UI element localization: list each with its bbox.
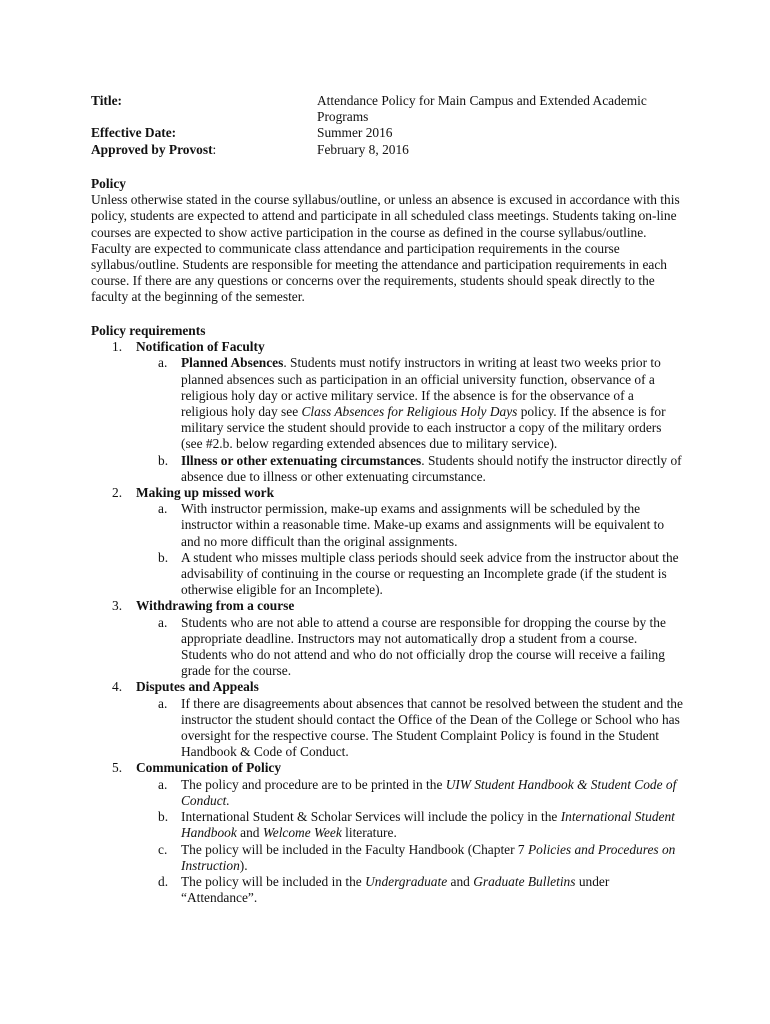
item-letter: d. <box>158 873 169 889</box>
item-text: A student who misses multiple class periods should seek advice from the instructor about the advisability of continuing in the course or requesting an Incomplete grade (if the student is otherwise eligible for an Incomplete). <box>181 549 679 598</box>
item-letter: b. <box>158 549 169 565</box>
item-letter: b. <box>158 452 169 468</box>
title-row <box>91 93 691 125</box>
item-letter: a. <box>158 501 168 517</box>
item-emphasis-2: Welcome Week <box>262 825 342 841</box>
item-emphasis: Class Absences for Religious Holy Days <box>301 404 518 420</box>
item-text-2: and <box>447 873 474 889</box>
item-text: . Students should notify the instructor directly of absence due to illness or other extenuating circumstance. <box>181 452 682 484</box>
section-number: 3. <box>112 598 123 614</box>
list-item <box>136 809 683 841</box>
item-text: The policy will be included in the <box>181 873 366 889</box>
item-lead: Illness or other extenuating circumstances <box>181 452 422 468</box>
list-item <box>136 874 683 906</box>
section-title: Withdrawing from a course <box>136 598 295 614</box>
section-title: Communication of Policy <box>136 760 282 776</box>
section-notification <box>91 339 683 485</box>
policy-body: Unless otherwise stated in the course syllabus/outline, or unless an absence is excused in accordance with this policy, students are expected to attend and participate in all scheduled class meetings. Students taking on-line courses are expected to show active participation in the course as defined in the course syllabus/outline. Faculty are expected to communicate class attendance and participation requirements in the course syllabus/outline. Students are responsible for meeting the attendance and participation requirements in each course. If there are any questions or concerns over the requirements, students should speak directly to the faculty at the beginning of the semester. <box>91 192 680 305</box>
title-value-line2: Programs <box>317 109 369 125</box>
item-emphasis: UIW Student Handbook & Student Code of Conduct. <box>181 776 677 808</box>
item-letter: a. <box>158 776 168 792</box>
item-letter: b. <box>158 809 169 825</box>
item-text-2: and <box>236 825 263 841</box>
policy-section <box>91 176 681 306</box>
approved-row <box>91 142 691 158</box>
section-disputes <box>91 679 683 760</box>
approved-label <box>91 142 317 158</box>
section-items <box>136 501 683 598</box>
section-communication <box>91 760 683 906</box>
section-items <box>136 615 683 680</box>
item-text: If there are disagreements about absences that cannot be resolved between the student and the instructor the student should contact the Office of the Dean of the College or School who has oversight for the respective course. The Student Complaint Policy is found in the Student Handbook & Code of Conduct. <box>181 695 683 760</box>
item-text: Students who are not able to attend a course are responsible for dropping the course by the appropriate deadline. Instructors may not automatically drop a student from a course. Students who do not attend and who do not officially drop the course will receive a failing grade for the course. <box>181 614 666 679</box>
item-lead: Planned Absences <box>181 355 284 371</box>
section-items <box>136 777 683 907</box>
list-item <box>136 777 683 809</box>
item-text: The policy will be included in the Faculty Handbook (Chapter 7 <box>181 841 528 857</box>
title-label: Title: <box>91 93 122 108</box>
section-items <box>136 696 683 761</box>
policy-requirements <box>91 323 683 906</box>
item-emphasis-2: Graduate Bulletins <box>473 873 576 889</box>
list-item <box>136 355 683 452</box>
section-number: 4. <box>112 679 123 695</box>
requirements-heading: Policy requirements <box>91 323 206 338</box>
section-number: 1. <box>112 339 123 355</box>
item-text-2: ). <box>239 857 248 873</box>
effective-date-value: Summer 2016 <box>317 125 393 141</box>
section-withdrawing <box>91 598 683 679</box>
item-text-3: under “Attendance”. <box>181 873 610 906</box>
section-number: 2. <box>112 485 123 501</box>
section-title: Notification of Faculty <box>136 339 265 355</box>
approved-value: February 8, 2016 <box>317 141 409 157</box>
item-text: The policy and procedure are to be printed in the <box>181 776 446 792</box>
policy-heading: Policy <box>91 176 126 191</box>
title-value <box>317 93 677 125</box>
section-number: 5. <box>112 760 123 776</box>
item-text: With instructor permission, make-up exams and assignments will be scheduled by the instructor within a reasonable time. Make-up exams and assignments will be equivalent to and no more difficult than the original assignments. <box>181 501 665 549</box>
item-letter: a. <box>158 355 168 371</box>
item-letter: a. <box>158 695 168 711</box>
item-text: International Student & Scholar Services will include the policy in the <box>181 809 561 825</box>
section-making-up-work <box>91 485 683 598</box>
item-emphasis: Undergraduate <box>365 873 448 889</box>
item-text-3: literature. <box>341 825 397 841</box>
section-items <box>136 355 683 485</box>
item-letter: a. <box>158 614 168 630</box>
list-item <box>136 501 683 550</box>
requirements-list <box>91 339 683 906</box>
item-emphasis: International Student Handbook <box>181 809 675 841</box>
list-item <box>136 696 683 761</box>
section-title: Disputes and Appeals <box>136 679 259 695</box>
item-letter: c. <box>158 841 168 857</box>
item-emphasis: Policies and Procedures on Instruction <box>181 841 676 873</box>
approved-label-text: Approved by Provost <box>91 141 213 157</box>
effective-date-label: Effective Date: <box>91 125 177 141</box>
list-item <box>136 842 683 874</box>
list-item <box>136 453 683 485</box>
policy-metadata <box>91 93 691 158</box>
title-value-line1: Attendance Policy for Main Campus and Extended Academic <box>317 93 647 108</box>
approved-label-colon: : <box>212 141 217 157</box>
item-text-2: policy. If the absence is for military service the student should provide to each instructor a copy of the military orders (see #2.b. below regarding extended absences due to military service). <box>181 404 666 452</box>
section-title: Making up missed work <box>136 485 275 501</box>
list-item <box>136 550 683 599</box>
list-item <box>136 615 683 680</box>
item-text: . Students must notify instructors in writing at least two weeks prior to planned absences such as participation in an official university function, observance of a religious holy day or active military service. If the absence is for the observance of a religious holy day see <box>181 355 661 420</box>
effective-date-row <box>91 125 691 141</box>
